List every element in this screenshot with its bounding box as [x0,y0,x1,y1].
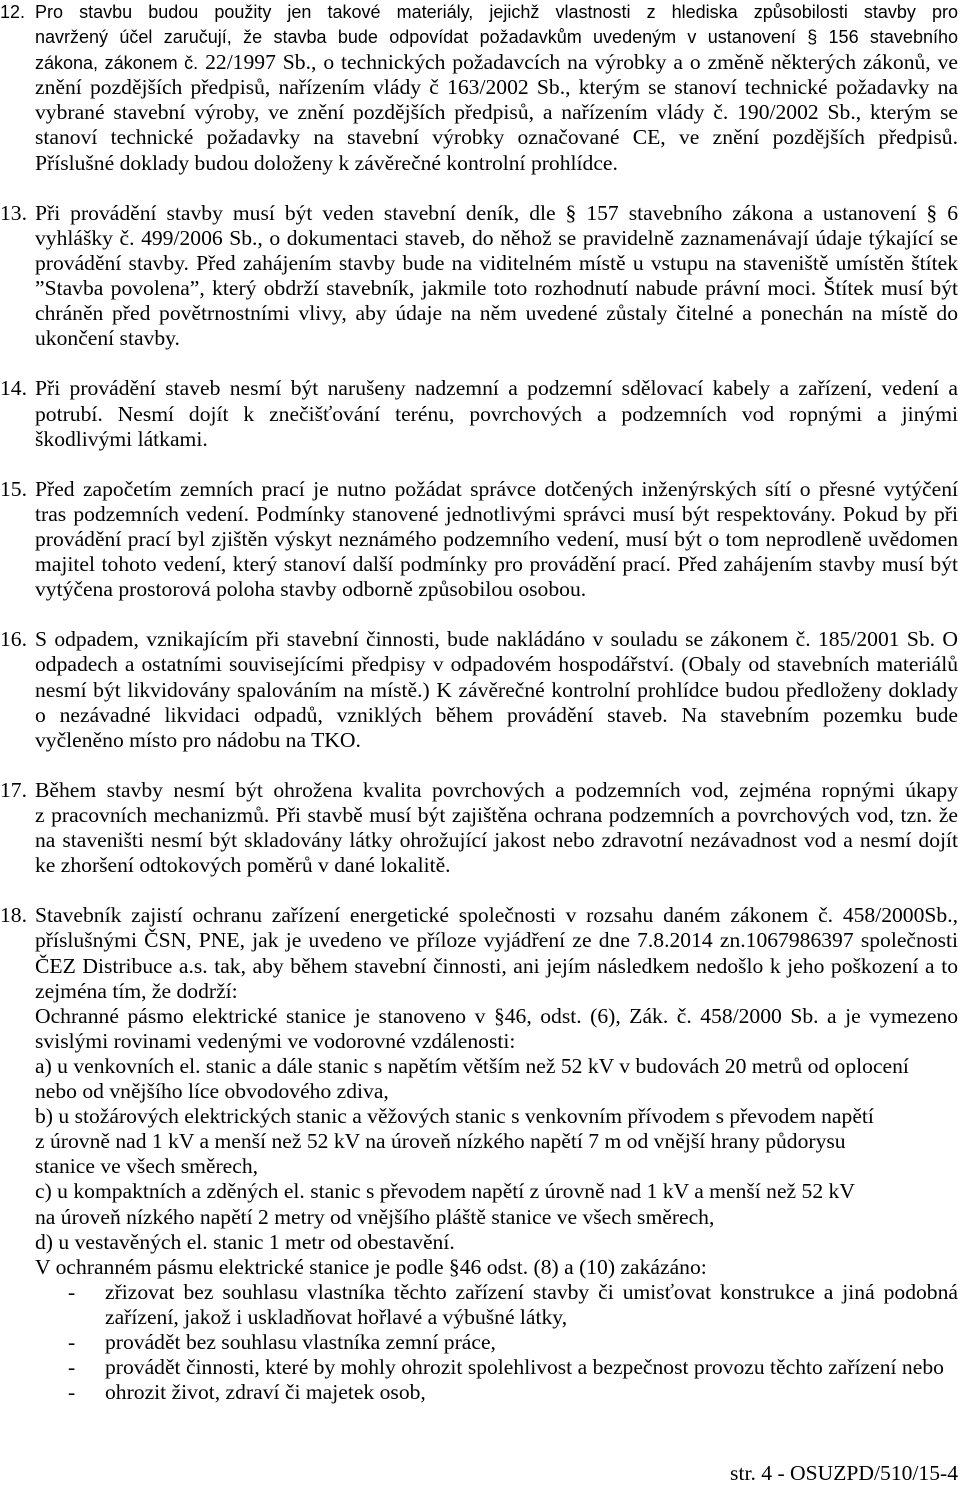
condition-line [0,903,958,928]
condition-number: 14. [0,376,27,401]
condition-line: majitel tohoto vedení, který stanoví další podmínky pro provádění prací. Před zahájením stavby musí být [35,552,958,577]
condition-line [0,627,958,652]
condition-line: ukončení stavby. [35,326,180,351]
condition-17 [0,777,958,878]
condition-number: 18. [0,903,27,928]
condition-line: vybrané stavební výroby, ve znění pozdějších předpisů, a nařízením vlády č. 190/2002 Sb., kterým se [35,100,958,125]
condition-15 [0,476,958,602]
protection-zone-line: svislými rovinami vedenými ve vodorovné vzdálenosti: [35,1028,516,1053]
condition-line-text: Při provádění staveb nesmí být narušeny nadzemní a podzemní sdělovací kabely a zařízení, vedení a [35,376,958,401]
condition-line: odpadech a ostatními souvisejícími předpisy v odpadovém hospodářství. (Obaly od stavebních materiálů [35,652,958,677]
protection-zone-item-d: d) u vestavěných el. stanic 1 metr od obestavění. [35,1229,455,1254]
protection-zone-item-c: c) u kompaktních a zděných el. stanic s převodem napětí z úrovně nad 1 kV a menší než 52 kV [35,1179,855,1204]
prohibitions-heading: V ochranném pásmu elektrické stanice je podle §46 odst. (8) a (10) zakázáno: [35,1254,707,1279]
condition-line: škodlivými látkami. [35,426,208,451]
condition-line-text: zákona, zákonem č. [35,53,199,74]
condition-line: ”Stavba povolena”, který obdrží stavebník, jakmile toto rozhodnutí nabude právní moci. Štítek musí být [35,276,958,301]
bullet-dash: - [68,1380,76,1405]
condition-14 [0,376,958,451]
condition-line [0,0,958,25]
prohibition-text: provádět činnosti, které by mohly ohrozit spolehlivost a bezpečnost provozu těchto zařízení nebo [105,1355,944,1380]
protection-zone-item-c: na úroveň nízkého napětí 2 metry od vnějšího pláště stanice ve všech směrech, [35,1204,715,1229]
condition-18 [0,903,958,1405]
condition-line: vyčleněno místo pro nádobu na TKO. [35,727,361,752]
condition-12 [0,0,958,176]
condition-line [0,777,958,803]
prohibition-item [35,1280,958,1305]
condition-line: na staveništi nesmí být skladovány látky ohrožující jakost nebo zdravotní nezávadnost vod a nesmí dojít [35,828,958,853]
prohibition-item [35,1330,958,1355]
prohibition-text: provádět bez souhlasu vlastníka zemní práce, [105,1329,496,1354]
condition-line-text: Před započetím zemních prací je nutno požádat správce dotčených inženýrských sítí o přesné vytýčení [35,476,958,501]
condition-line: vyhlášky č. 499/2006 Sb., o dokumentaci staveb, do něhož se pravidelně zaznamenávají údaje týkající se [35,225,958,250]
prohibition-item-continuation: zařízení, jakož i uskladňovat hořlavé a výbušné látky, [105,1304,568,1329]
condition-line-text: Při provádění stavby musí být veden stavební deník, dle § 157 stavebního zákona a ustanovení § 6 [35,200,958,225]
bullet-dash: - [68,1355,76,1380]
condition-line: ke zhoršení odtokových poměrů v dané lokalitě. [35,853,451,878]
condition-line-text: 22/1997 Sb., o technických požadavcích na výrobky a o změně některých zákonů, ve [205,50,958,75]
condition-line: vytýčena prostorová poloha stavby odborně způsobilou osobou. [35,577,587,602]
bullet-dash: - [68,1279,76,1304]
protection-zone-item-b: b) u stožárových elektrických stanic a věžových stanic s venkovním přívodem s převodem napětí [35,1104,874,1129]
protection-zone-item-b: z úrovně nad 1 kV a menší než 52 kV na úroveň nízkého napětí 7 m od vnější hrany půdorysu [35,1129,846,1154]
condition-number: 16. [0,627,27,652]
condition-line: o nezávadné likvidaci odpadů, vzniklých během provádění staveb. Na stavebním pozemku bude [35,702,958,727]
condition-number: 17. [0,777,27,802]
condition-line: příslušnými ČSN, PNE, jak je uvedeno ve příloze vyjádření ze dne 7.8.2014 zn.1067986397 společnosti [35,928,958,953]
condition-line-text: Během stavby nesmí být ohrožena kvalita povrchových a podzemních vod, zejména ropnými úkapy [35,777,958,802]
condition-line-text: S odpadem, vznikajícím při stavební činnosti, bude nakládáno v souladu se zákonem č. 185/2001 Sb. O [35,627,958,652]
protection-zone-line: Ochranné pásmo elektrické stanice je stanoveno v §46, odst. (6), Zák. č. 458/2000 Sb. a je vymezeno [35,1003,958,1028]
condition-line: Příslušné doklady budou doloženy k závěrečné kontrolní prohlídce. [35,150,618,175]
condition-line: znění pozdějších předpisů, nařízením vlády č 163/2002 Sb., kterým se stanoví technické požadavky na [35,75,958,100]
condition-line: potrubí. Nesmí dojít k znečišťování terénu, povrchových a podzemních vod ropnými a jinými [35,401,958,426]
prohibition-text: ohrozit život, zdraví či majetek osob, [105,1380,426,1405]
bullet-dash: - [68,1329,76,1354]
condition-number: 15. [0,476,27,501]
protection-zone-item-b: stanice ve všech směrech, [35,1154,259,1179]
protection-zone-item-a: nebo od vnějšího líce obvodového zdiva, [35,1079,389,1104]
condition-13 [0,200,958,352]
condition-line: provádění stavby. Před zahájením stavby bude na viditelném místě u vstupu na staveniště umístěn štítek [35,250,958,275]
condition-line-text: Stavebník zajistí ochranu zařízení energetické společnosti v rozsahu daném zákonem č. 458/2000Sb., [35,903,958,928]
page-footer: str. 4 - OSUZPD/510/15-4 [730,1461,958,1485]
condition-line-text: Pro stavbu budou použity jen takové materiály, jejichž vlastnosti z hlediska způsobilosti stavby pro [35,2,958,22]
prohibition-item [35,1355,958,1380]
prohibition-text: zřizovat bez souhlasu vlastníka těchto zařízení stavby či umisťovat konstrukce a jiná podobná [105,1279,958,1304]
condition-line [0,376,958,401]
condition-line: z pracovních mechanizmů. Při stavbě musí být zajištěna ochrana podzemních a povrchových vod, tzn. že [35,803,958,827]
condition-line [0,476,958,502]
condition-16 [0,627,958,752]
condition-line: navržený účel zaručují, že stavba bude odpovídat požadavkům uvedeným v ustanovení § 156 stavebního [35,27,958,48]
condition-line: tras podzemních vedení. Podmínky stanovené jednotlivými správci musí být respektovány. Pokud by při [35,501,958,526]
condition-number: 12. [0,2,26,22]
condition-line [0,200,958,226]
condition-line: stanoví technické požadavky na stavební výrobky označované CE, ve znění pozdějších předpisů. [35,125,958,150]
condition-line: zejména tím, že dodrží: [35,978,238,1003]
condition-line: provádění prací byl zjištěn výskyt neznámého podzemního vedení, musí být o tom neprodleně uvědomen [35,526,958,551]
prohibition-item [35,1380,958,1405]
protection-zone-item-a: a) u venkovních el. stanic a dále stanic s napětím větším než 52 kV v budovách 20 metrů od oplocení [35,1053,909,1078]
condition-line: ČEZ Distribuce a.s. tak, aby během stavební činnosti, ani jejím následkem nedošlo k jeho poškození a to [35,953,958,978]
condition-line: nesmí být likvidovány spalováním na místě.) K závěrečné kontrolní prohlídce budou předloženy doklady [35,677,958,702]
condition-number: 13. [0,200,27,225]
condition-line [35,50,958,75]
condition-line: chráněn před povětrnostními vlivy, aby údaje na něm uvedené zůstaly čitelné a ponechán na místě do [35,301,958,326]
